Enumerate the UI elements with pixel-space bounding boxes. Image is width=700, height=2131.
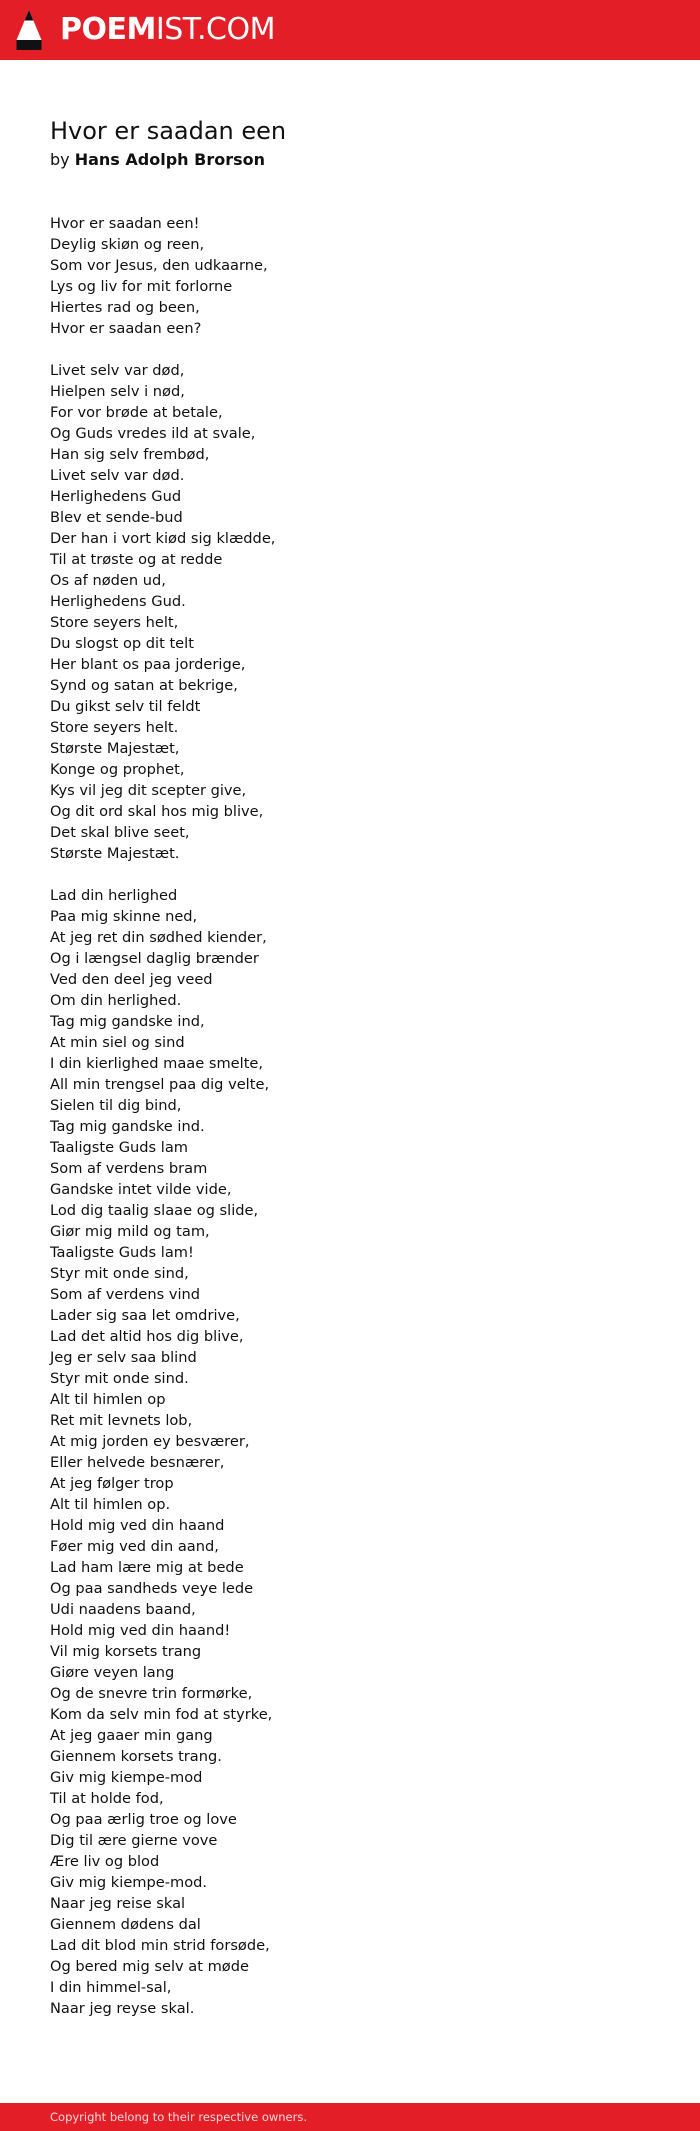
poem-line: Og Guds vredes ild at svale, (50, 425, 256, 442)
by-label: by (50, 150, 70, 169)
poem-line: Om din herlighed. (50, 992, 182, 1009)
poem-line: Der han i vort kiød sig klædde, (50, 530, 276, 547)
poem-container (50, 116, 650, 2040)
poem-line: Lad dit blod min strid forsøde, (50, 1937, 270, 1954)
poem-line: Kys vil jeg dit scepter give, (50, 782, 247, 799)
poem-line: Naar jeg reise skal (50, 1895, 186, 1912)
poem-line: Føer mig ved din aand, (50, 1538, 219, 1555)
logo-bold-text: POEM (60, 12, 156, 47)
poem-line: Taaligste Guds lam (50, 1139, 188, 1156)
poem-line: Og bered mig selv at møde (50, 1958, 249, 1975)
poem-line: Dig til ære gierne vove (50, 1832, 218, 1849)
poem-line: Livet selv var død, (50, 362, 185, 379)
poem-line: Som af verdens vind (50, 1286, 201, 1303)
poem-line: Taaligste Guds lam! (50, 1244, 194, 1261)
poem-line: Og de snevre trin formørke, (50, 1685, 253, 1702)
poem-line: At jeg ret din sødhed kiender, (50, 929, 267, 946)
site-logo-text (60, 12, 275, 47)
poem-line: Udi naadens baand, (50, 1601, 196, 1618)
poem-line: At jeg gaaer min gang (50, 1727, 213, 1744)
poem-line: Som af verdens bram (50, 1160, 208, 1177)
poem-line: Alt til himlen op (50, 1391, 166, 1408)
poem-line: Sielen til dig bind, (50, 1097, 182, 1114)
poem-line: Eller helvede besnærer, (50, 1454, 225, 1471)
poem-line: Hvor er saadan een? (50, 320, 202, 337)
poem-line: Giv mig kiempe-mod (50, 1769, 203, 1786)
poem-author[interactable]: Hans Adolph Brorson (74, 150, 265, 169)
poem-line: Styr mit onde sind, (50, 1265, 189, 1282)
poem-line: Vil mig korsets trang (50, 1643, 202, 1660)
poem-line: Herlighedens Gud (50, 488, 182, 505)
poem-line: Jeg er selv saa blind (50, 1349, 197, 1366)
poem-line: Paa mig skinne ned, (50, 908, 198, 925)
poem-line: Deylig skiøn og reen, (50, 236, 205, 253)
poem-line: Styr mit onde sind. (50, 1370, 189, 1387)
poem-line: Største Majestæt, (50, 740, 180, 757)
poem-line: For vor brøde at betale, (50, 404, 223, 421)
poem-line: At mig jorden ey besværer, (50, 1433, 250, 1450)
poem-line: Livet selv var død. (50, 467, 185, 484)
poem-line: Her blant os paa jorderige, (50, 656, 246, 673)
site-footer (0, 2103, 700, 2131)
poem-line: Kom da selv min fod at styrke, (50, 1706, 273, 1723)
poem-line: Lod dig taalig slaae og slide, (50, 1202, 259, 1219)
site-header (0, 0, 700, 60)
poem-line: Hold mig ved din haand (50, 1517, 225, 1534)
poem-line: At jeg følger trop (50, 1475, 174, 1492)
poem-byline (50, 149, 650, 171)
poem-line: Og dit ord skal hos mig blive, (50, 803, 264, 820)
poem-line: Blev et sende-bud (50, 509, 183, 526)
poem-line: Giennem dødens dal (50, 1916, 201, 1933)
poem-line: Lys og liv for mit forlorne (50, 278, 233, 295)
poem-line: Hvor er saadan een! (50, 215, 200, 232)
poem-line: Ved den deel jeg veed (50, 971, 213, 988)
poem-line: At min siel og sind (50, 1034, 185, 1051)
poem-line: Hielpen selv i nød, (50, 383, 185, 400)
poem-line: Ret mit levnets lob, (50, 1412, 193, 1429)
poem-line: Giv mig kiempe-mod. (50, 1874, 208, 1891)
poem-line: Giør mig mild og tam, (50, 1223, 210, 1240)
poem-stanza (50, 885, 650, 2019)
poem-line: Hiertes rad og been, (50, 299, 200, 316)
poem-line: Til at holde fod, (50, 1790, 164, 1807)
poem-line: Største Majestæt. (50, 845, 180, 862)
poem-line: Du slogst op dit telt (50, 635, 194, 652)
poem-line: Giennem korsets trang. (50, 1748, 222, 1765)
poem-line: Til at trøste og at redde (50, 551, 223, 568)
poem-line: Og i længsel daglig brænder (50, 950, 259, 967)
poem-line: Det skal blive seet, (50, 824, 190, 841)
poem-line: Gandske intet vilde vide, (50, 1181, 232, 1198)
poem-title: Hvor er saadan een (50, 117, 287, 145)
poem-line: Naar jeg reyse skal. (50, 2000, 195, 2017)
poem-line: Os af nøden ud, (50, 572, 166, 589)
poem-line: Tag mig gandske ind. (50, 1118, 205, 1135)
poem-line: Hold mig ved din haand! (50, 1622, 231, 1639)
poem-line: Store seyers helt, (50, 614, 179, 631)
site-logo-link[interactable] (16, 10, 275, 50)
poem-line: Ære liv og blod (50, 1853, 160, 1870)
poem-line: Herlighedens Gud. (50, 593, 186, 610)
poem-line: Lad din herlighed (50, 887, 178, 904)
poem-line: Du gikst selv til feldt (50, 698, 201, 715)
poem-line: Lad ham lære mig at bede (50, 1559, 244, 1576)
poem-line: Giøre veyen lang (50, 1664, 175, 1681)
poem-line: Store seyers helt. (50, 719, 179, 736)
poem-line: Lad det altid hos dig blive, (50, 1328, 244, 1345)
poem-stanza (50, 360, 650, 864)
poem-line: I din kierlighed maae smelte, (50, 1055, 264, 1072)
poem-line: All min trengsel paa dig velte, (50, 1076, 270, 1093)
poem-line: Som vor Jesus, den udkaarne, (50, 257, 268, 274)
poem-line: Konge og prophet, (50, 761, 185, 778)
poem-line: Lader sig saa let omdrive, (50, 1307, 240, 1324)
poem-line: I din himmel-sal, (50, 1979, 172, 1996)
poem-line: Han sig selv frembød, (50, 446, 210, 463)
poem-stanza (50, 213, 650, 339)
pencil-logo-icon (16, 10, 42, 50)
logo-light-text: IST.COM (155, 12, 275, 47)
poem-body (50, 213, 650, 2019)
poem-line: Alt til himlen op. (50, 1496, 171, 1513)
poem-line: Og paa sandheds veye lede (50, 1580, 254, 1597)
poem-line: Synd og satan at bekrige, (50, 677, 238, 694)
copyright-text: Copyright belong to their respective owners. (50, 2110, 308, 2124)
poem-line: Og paa ærlig troe og love (50, 1811, 237, 1828)
poem-line: Tag mig gandske ind, (50, 1013, 205, 1030)
